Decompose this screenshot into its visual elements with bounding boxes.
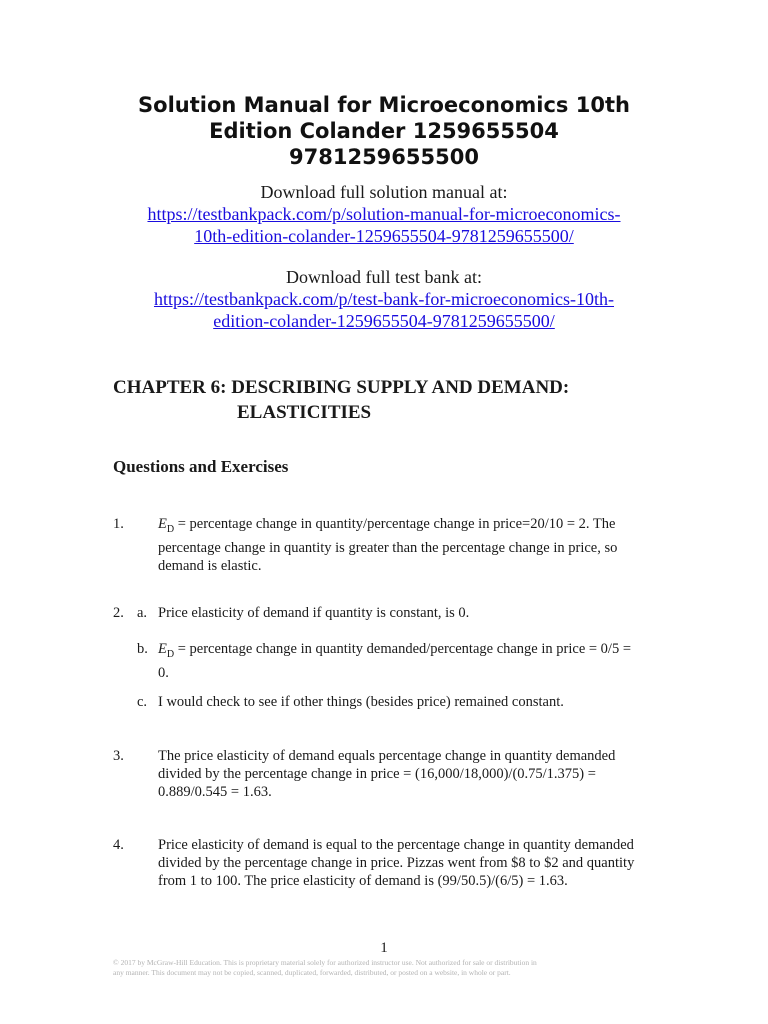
title-line-2: Edition Colander 1259655504 xyxy=(209,119,559,143)
test-bank-block xyxy=(60,266,708,332)
answer-line-1: Price elasticity of demand if quantity is constant, is 0. xyxy=(158,605,470,621)
elasticity-symbol: E xyxy=(158,641,167,657)
answer-line-3: 0.889/0.545 = 1.63. xyxy=(158,784,272,800)
sub-question-letter: b. xyxy=(137,641,148,657)
question-number: 4. xyxy=(113,837,124,853)
solution-manual-block xyxy=(60,181,708,247)
sub-question-letter: c. xyxy=(137,694,148,710)
footer-line-1: © 2017 by McGraw-Hill Education. This is proprietary material solely for authorized instructor use. Not authorized for sale or distribution in xyxy=(113,958,537,967)
answer-line-1: The price elasticity of demand equals percentage change in quantity demanded xyxy=(158,748,616,764)
question-answer xyxy=(158,640,658,682)
answer-line-2: 0. xyxy=(158,664,169,681)
answer-line-1: = percentage change in quantity demanded/percentage change in price = 0/5 = xyxy=(174,641,632,657)
answer-line-1: I would check to see if other things (besides price) remained constant. xyxy=(158,694,564,710)
question-answer xyxy=(158,747,658,801)
section-heading: Questions and Exercises xyxy=(113,457,289,476)
test-bank-link-line-2[interactable]: edition-colander-1259655504-9781259655500/ xyxy=(213,311,555,331)
answer-line-2: divided by the percentage change in price = (16,000/18,000)/(0.75/1.375) = xyxy=(158,766,596,782)
elasticity-subscript: D xyxy=(166,523,175,535)
chapter-heading xyxy=(113,375,569,425)
solution-manual-link-line-2[interactable]: 10th-edition-colander-1259655504-9781259655500/ xyxy=(194,226,574,246)
question-number: 2. xyxy=(113,605,124,621)
solution-manual-link-line-1[interactable]: https://testbankpack.com/p/solution-manual-for-microeconomics- xyxy=(147,204,621,224)
question-number: 1. xyxy=(113,516,124,532)
question-answer xyxy=(158,515,658,575)
chapter-heading-line-2: ELASTICITIES xyxy=(237,402,372,423)
copyright-footer xyxy=(113,958,658,978)
solution-manual-label: Download full solution manual at: xyxy=(260,182,508,202)
answer-line-3: demand is elastic. xyxy=(158,557,262,574)
answer-line-1: Price elasticity of demand is equal to the percentage change in quantity demanded xyxy=(158,837,634,853)
answer-line-1: = percentage change in quantity/percentage change in price=20/10 = 2. The xyxy=(174,516,616,532)
elasticity-symbol: E xyxy=(158,516,167,532)
page-number: 1 xyxy=(380,940,388,956)
answer-line-2: percentage change in quantity is greater than the percentage change in price, so xyxy=(158,539,618,556)
elasticity-subscript: D xyxy=(166,648,175,660)
answer-line-3: from 1 to 100. The price elasticity of demand is (99/50.5)/(6/5) = 1.63. xyxy=(158,873,568,889)
test-bank-link-line-1[interactable]: https://testbankpack.com/p/test-bank-for-microeconomics-10th- xyxy=(153,289,614,309)
sub-question-letter: a. xyxy=(137,605,148,621)
document-title xyxy=(100,92,668,170)
question-answer xyxy=(158,836,658,890)
title-line-3: 9781259655500 xyxy=(289,145,479,169)
title-line-1: Solution Manual for Microeconomics 10th xyxy=(138,93,630,117)
question-number: 3. xyxy=(113,748,124,764)
footer-line-2: any manner. This document may not be copied, scanned, duplicated, forwarded, distributed, or posted on a website, in whole or part. xyxy=(113,968,511,977)
answer-line-2: divided by the percentage change in price. Pizzas went from $8 to $2 and quantity xyxy=(158,855,635,871)
chapter-heading-line-1: CHAPTER 6: DESCRIBING SUPPLY AND DEMAND: xyxy=(113,377,570,398)
test-bank-label: Download full test bank at: xyxy=(286,267,482,287)
